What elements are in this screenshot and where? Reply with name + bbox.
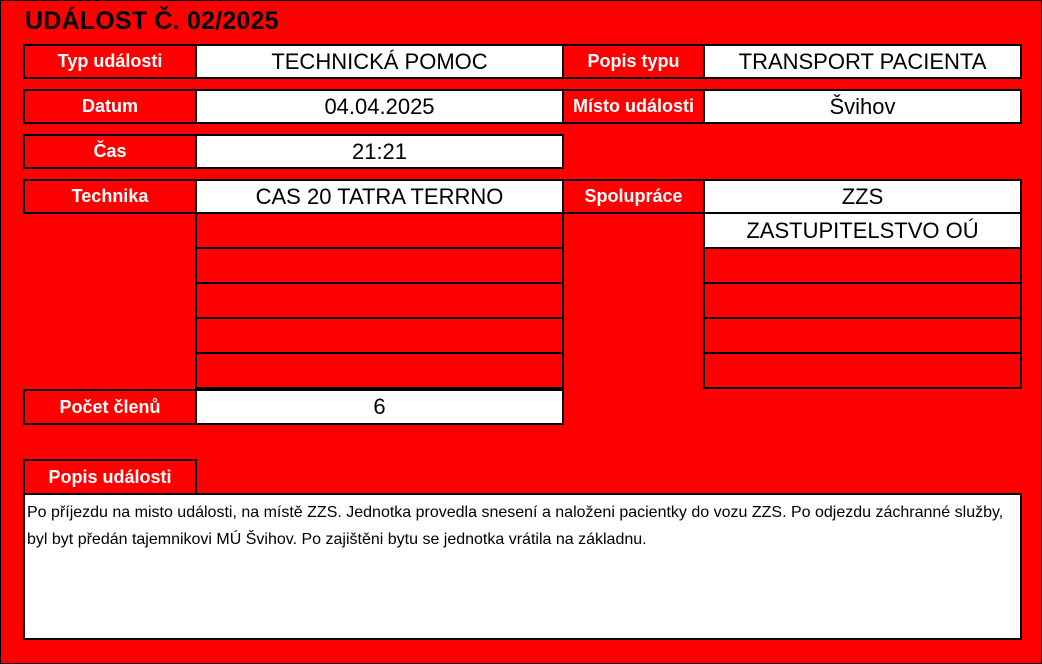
type-desc-label: Popis typu (562, 44, 705, 79)
event-type-label: Typ události (23, 44, 197, 79)
type-desc-value: TRANSPORT PACIENTA (703, 44, 1022, 79)
date-value: 04.04.2025 (195, 89, 564, 124)
cooperation-row: ZASTUPITELSTVO OÚ (703, 212, 1022, 249)
vehicle-row (195, 317, 564, 354)
cooperation-row (703, 317, 1022, 354)
cooperation-row (703, 282, 1022, 319)
vehicle-row (195, 282, 564, 319)
cooperation-label: Spolupráce (562, 179, 705, 214)
cooperation-row (703, 352, 1022, 389)
vehicle-row (195, 212, 564, 249)
event-type-value: TECHNICKÁ POMOC (195, 44, 564, 79)
members-value: 6 (195, 389, 564, 425)
place-value: Švihov (703, 89, 1022, 124)
vehicles-label: Technika (23, 179, 197, 214)
members-label: Počet členů (23, 389, 197, 425)
vehicle-row: CAS 20 TATRA TERRNO (195, 179, 564, 214)
cooperation-row: ZZS (703, 179, 1022, 214)
vehicle-row (195, 247, 564, 284)
page-title: UDÁLOST Č. 02/2025 (25, 7, 279, 35)
time-label: Čas (23, 134, 197, 169)
time-value: 21:21 (195, 134, 564, 169)
place-label: Místo události (562, 89, 705, 124)
description-text: Po příjezdu na misto události, na místě ZZS. Jednotka provedla snesení a naloženi pacientky do vozu ZZS. Po odjezdu záchranné služby, byl byt předán tajemnikovi MÚ Švihov. Po zajištěni bytu se jednotka vrátila na základnu. (23, 493, 1022, 640)
description-label: Popis události (23, 459, 197, 495)
date-label: Datum (23, 89, 197, 124)
vehicle-row (195, 352, 564, 389)
cooperation-row (703, 247, 1022, 284)
